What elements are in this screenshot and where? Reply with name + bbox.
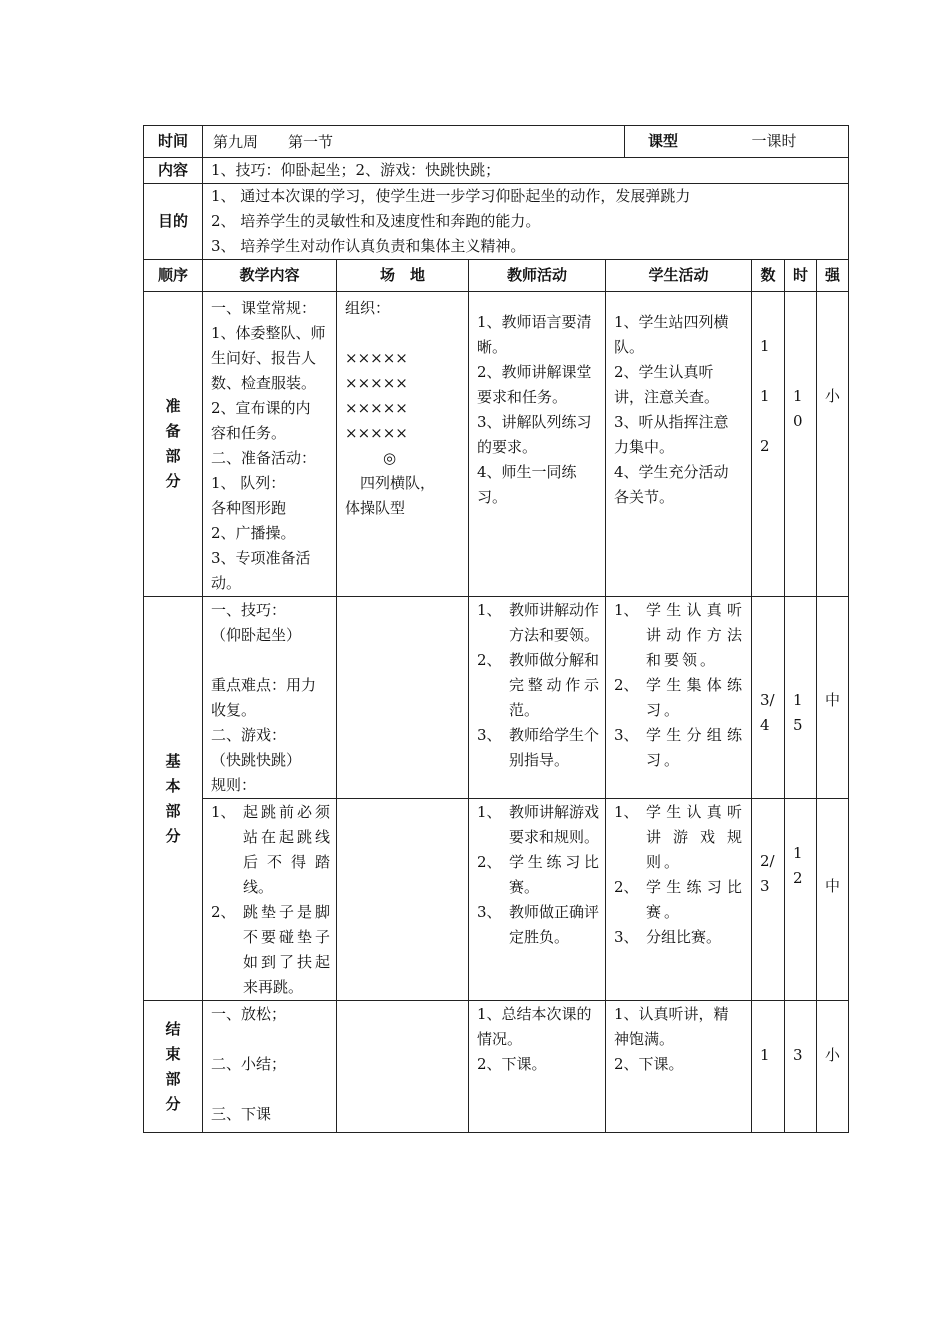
content-value: 1、技巧：仰卧起坐；2、游戏：快跳快跳； [203, 158, 849, 184]
rules-intensity: 中 [817, 799, 849, 1001]
goal-label: 目的 [144, 184, 203, 260]
formation-row: ××××× [345, 399, 408, 417]
prep-teacher: 1、教师语言要清 晰。 2、教师讲解课堂 要求和任务。 3、讲解队列练习 的要求。 4、师生一同练 习。 [469, 292, 606, 597]
goal-item: 3、 培养学生对动作认真负责和集体主义精神。 [211, 237, 526, 255]
goal-item: 1、 通过本次课的学习，使学生进一步学习仰卧起坐的动作，发展弹跳力 [211, 187, 691, 205]
basic-time: 1 5 [785, 597, 817, 799]
prep-content: 一、课堂常规： 1、体委整队、师 生问好、报告人 数、检查服装。 2、宣布课的内 容和任务。 二、准备活动： 1、 队列： 各种图形跑 2、广播操。 3、专项准备活 动。 [203, 292, 337, 597]
content-label: 内容 [144, 158, 203, 184]
end-venue [337, 1001, 469, 1133]
formation-row: ××××× [345, 349, 408, 367]
prep-count: 1 1 2 [752, 292, 785, 597]
prep-venue: 组织： ××××× ××××× ××××× ××××× ◎ 四列横队， 体操队型 [337, 292, 469, 597]
col-student: 学生活动 [606, 260, 752, 292]
rules-content: 1、 起跳前必须站在起跳线后不得踏线。 2、 跳垫子是脚不要碰垫子如到了扶起来再跳。 [203, 799, 337, 1001]
teacher-position-icon: ◎ [383, 449, 397, 467]
col-time: 时 [785, 260, 817, 292]
rules-time: 1 2 [785, 799, 817, 1001]
type-label: 课型 [624, 126, 702, 157]
formation-row: ××××× [345, 424, 408, 442]
section-prep: 准 备 部 分 [144, 292, 203, 597]
end-content: 一、放松； 二、小结； 三、下课 [203, 1001, 337, 1133]
basic-venue [337, 597, 469, 799]
time-value: 第九周 第一节 [213, 133, 334, 151]
rules-teacher: 1、 教师讲解游戏要求和规则。 2、 学生练习比赛。 3、 教师做正确评定胜负。 [469, 799, 606, 1001]
end-count: 1 [752, 1001, 785, 1133]
goal-list [203, 184, 849, 260]
rules-venue [337, 799, 469, 1001]
prep-time: 1 0 [785, 292, 817, 597]
col-content: 教学内容 [203, 260, 337, 292]
col-count: 数 [752, 260, 785, 292]
col-teacher: 教师活动 [469, 260, 606, 292]
prep-intensity: 小 [817, 292, 849, 597]
basic-count: 3/ 4 [752, 597, 785, 799]
col-intensity: 强 [817, 260, 849, 292]
end-teacher: 1、总结本次课的 情况。 2、下课。 [469, 1001, 606, 1133]
col-venue: 场 地 [337, 260, 469, 292]
end-time: 3 [785, 1001, 817, 1133]
lesson-plan-table [143, 125, 849, 1133]
end-intensity: 小 [817, 1001, 849, 1133]
basic-content: 一、技巧： （仰卧起坐） 重点难点：用力 收复。 二、游戏： （快跳快跳） 规则： [203, 597, 337, 799]
rules-student: 1、 学生认真听讲游戏规则。 2、 学生练习比赛。 3、 分组比赛。 [606, 799, 752, 1001]
col-order: 顺序 [144, 260, 203, 292]
prep-student: 1、学生站四列横 队。 2、学生认真听 讲，注意关查。 3、听从指挥注意 力集中。 4、学生充分活动 各关节。 [606, 292, 752, 597]
basic-teacher: 1、 教师讲解动作方法和要领。 2、 教师做分解和完整动作示范。 3、 教师给学生个别指导。 [469, 597, 606, 799]
type-value: 一课时 [701, 126, 847, 157]
section-basic: 基 本 部 分 [144, 597, 203, 1001]
section-end: 结 束 部 分 [144, 1001, 203, 1133]
rules-count: 2/ 3 [752, 799, 785, 1001]
time-label: 时间 [144, 126, 203, 158]
basic-intensity: 中 [817, 597, 849, 799]
goal-item: 2、 培养学生的灵敏性和及速度性和奔跑的能力。 [211, 212, 541, 230]
formation-row: ××××× [345, 374, 408, 392]
basic-student: 1、 学生认真听讲动作方法和要领。 2、 学生集体练习。 3、 学生分组练习。 [606, 597, 752, 799]
end-student: 1、认真听讲，精 神饱满。 2、下课。 [606, 1001, 752, 1133]
